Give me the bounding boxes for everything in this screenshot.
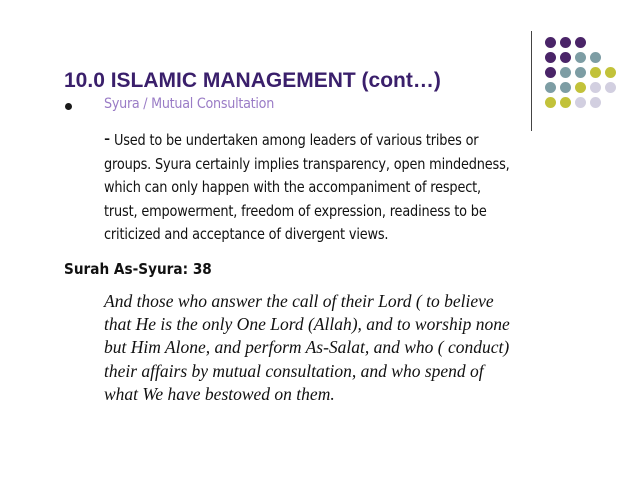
dot-lavender xyxy=(590,82,601,93)
dot-teal xyxy=(560,82,571,93)
paragraph-line: which can only happen with the accompaniment of respect, xyxy=(104,178,481,196)
bullet-heading: Syura / Mutual Consultation xyxy=(104,96,275,112)
paragraph-line: groups. Syura certainly implies transparency, open mindedness, xyxy=(104,154,510,173)
verse-line: And those who answer the call of their Lord ( to believe xyxy=(104,291,494,311)
dot-purple xyxy=(560,52,571,63)
dot-purple xyxy=(560,37,571,48)
dot-purple xyxy=(575,37,586,48)
surah-heading: Surah As-Syura: 38 xyxy=(64,260,212,278)
paragraph-line-text: Used to be undertaken among leaders of various tribes or xyxy=(110,131,479,149)
verse-quote xyxy=(104,290,510,406)
dot-lavender xyxy=(575,97,586,108)
dot-teal xyxy=(560,67,571,78)
paragraph-line xyxy=(104,127,568,153)
dot-lavender xyxy=(605,82,616,93)
dot-purple xyxy=(545,67,556,78)
dot-yellow xyxy=(575,82,586,93)
verse-line: that He is the only One Lord (Allah), and to worship none xyxy=(104,314,510,335)
decorative-divider xyxy=(531,31,532,131)
paragraph-line: trust, empowerment, freedom of expression, readiness to be xyxy=(104,201,487,220)
dot-teal xyxy=(575,52,586,63)
paragraph-line: criticized and acceptance of divergent views. xyxy=(104,225,389,243)
decorative-dot-grid xyxy=(545,37,638,119)
dash-mark: - xyxy=(104,126,111,150)
verse-line: but Him Alone, and perform As-Salat, and who ( conduct) xyxy=(104,337,510,358)
dot-yellow xyxy=(545,97,556,108)
verse-line: their affairs by mutual consultation, and who spend of xyxy=(104,360,484,381)
dot-yellow xyxy=(560,97,571,108)
verse-line: what We have bestowed on them. xyxy=(104,383,335,404)
dot-teal xyxy=(590,52,601,63)
body-paragraph xyxy=(104,127,568,247)
dot-teal xyxy=(545,82,556,93)
dot-lavender xyxy=(590,97,601,108)
dot-teal xyxy=(575,67,586,78)
dot-purple xyxy=(545,37,556,48)
dot-yellow xyxy=(605,67,616,78)
bullet-dot-icon xyxy=(65,103,72,110)
slide-title: 10.0 ISLAMIC MANAGEMENT (cont…) xyxy=(64,69,441,92)
dot-yellow xyxy=(590,67,601,78)
dot-purple xyxy=(545,52,556,63)
